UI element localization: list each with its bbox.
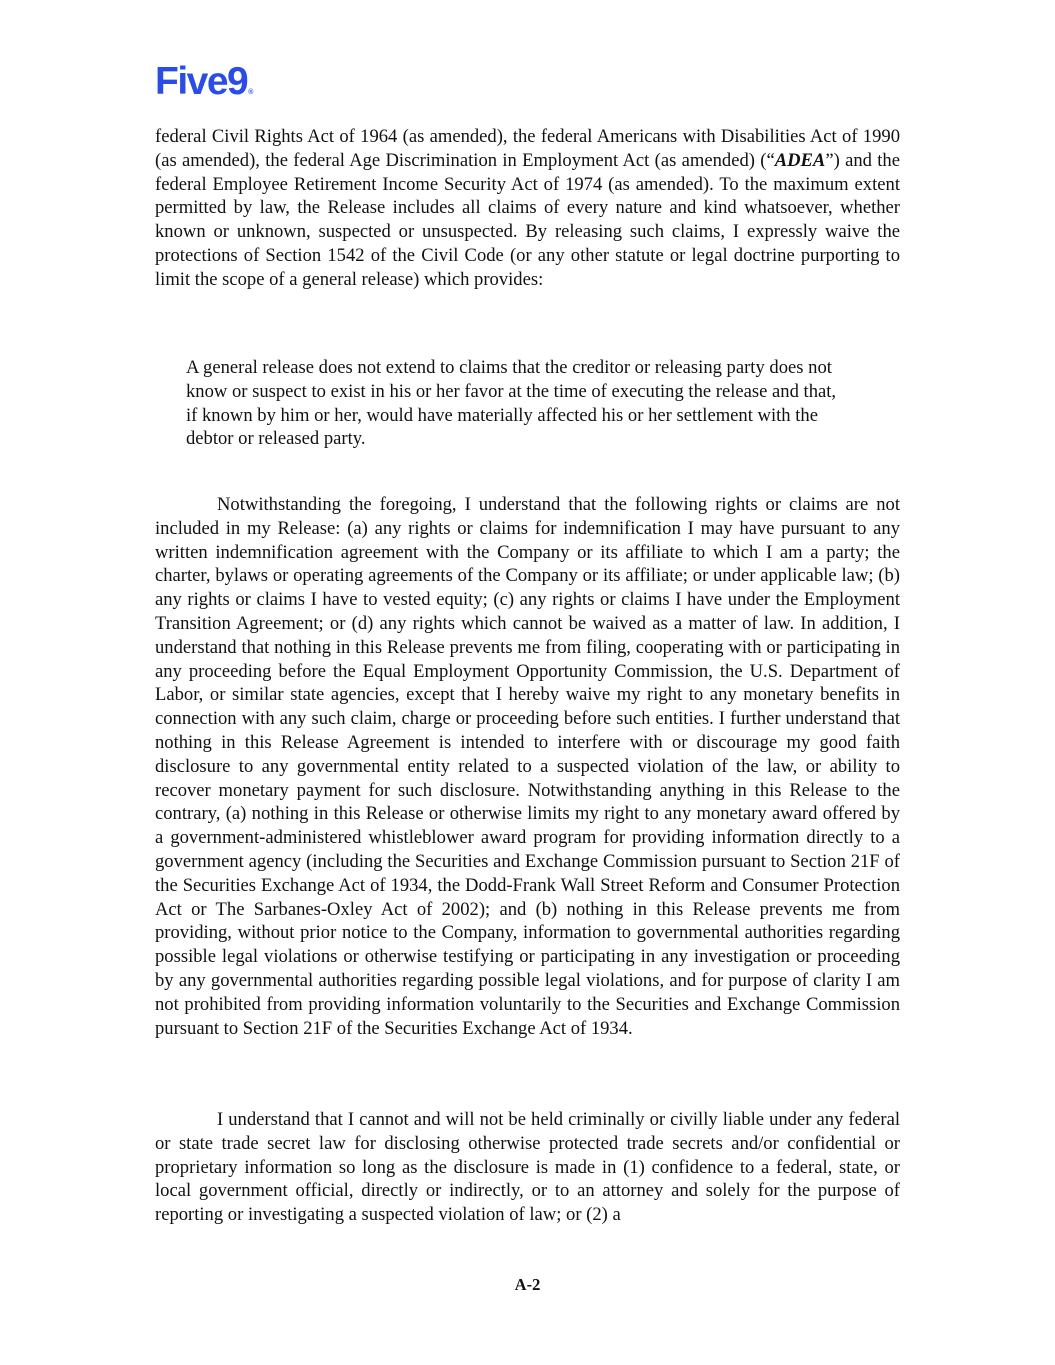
defined-term-adea: ADEA bbox=[774, 149, 826, 171]
logo-text: Five9 bbox=[155, 60, 248, 103]
five9-logo bbox=[155, 62, 253, 101]
quoted-civil-code-section: A general release does not extend to claims that the creditor or releasing party does not know or suspect to exist in his or her favor at the time of executing the release and that, if known by him or her, would have materially affected his or her settlement with the debtor or released party. bbox=[186, 357, 837, 450]
paragraph-excluded-rights: Notwithstanding the foregoing, I understand that the following rights or claims are not included in my Release: (a) any rights or claims for indemnification I may have pursuant to any written indemnification agreement with the Company or its affiliate to which I am a party; the charter, bylaws or operating agreements of the Company or its affiliate; or under applicable law; (b) any rights or claims I have to vested equity; (c) any rights or claims I have under the Employment Transition Agreement; or (d) any rights which cannot be waived as a matter of law. In addition, I understand that nothing in this Release prevents me from filing, cooperating with or participating in any proceeding before the Equal Employment Opportunity Commission, the U.S. Department of Labor, or similar state agencies, except that I hereby waive my right to any monetary benefits in connection with any such claim, charge or proceeding before such entities. I further understand that nothing in this Release Agreement is intended to interfere with or discourage my good faith disclosure to any governmental entity related to a suspected violation of the law, or ability to recover monetary payment for such disclosure. Notwithstanding anything in this Release to the contrary, (a) nothing in this Release or otherwise limits my right to any monetary award offered by a government-administered whistleblower award program for providing information directly to a government agency (including the Securities and Exchange Commission pursuant to Section 21F of the Securities Exchange Act of 1934, the Dodd-Frank Wall Street Reform and Consumer Protection Act or The Sarbanes-Oxley Act of 2002); and (b) nothing in this Release prevents me from providing, without prior notice to the Company, information to governmental authorities regarding possible legal violations or otherwise testifying or participating in any investigation or proceeding by any governmental authorities regarding possible legal violations, and for purpose of clarity I am not prohibited from providing information voluntarily to the Securities and Exchange Commission pursuant to Section 21F of the Securities Exchange Act of 1934. bbox=[155, 494, 900, 1039]
paragraph-trade-secret-immunity: I understand that I cannot and will not be held criminally or civilly liable under any federal or state trade secret law for disclosing otherwise protected trade secrets and/or confidential or proprietary information so long as the disclosure is made in (1) confidence to a federal, state, or local government official, directly or indirectly, or to an attorney and solely for the purpose of reporting or investigating a suspected violation of law; or (2) a bbox=[155, 1109, 900, 1226]
paragraph-text-after-term: ”) and the federal Employee Retirement Income Security Act of 1974 (as amended). To the maximum extent permitted by law, the Release includes all claims of every nature and kind whatsoever, whether known or unknown, suspected or unsuspected. By releasing such claims, I expressly waive the protections of Section 1542 of the Civil Code (or any other statute or legal doctrine purporting to limit the scope of a general release) which provides: bbox=[155, 149, 900, 290]
paragraph-release-claims bbox=[155, 125, 900, 292]
page-number: A-2 bbox=[514, 1275, 541, 1294]
paragraph-text-before-term: federal Civil Rights Act of 1964 (as amended), the federal Americans with Disabilities Act of 1990 (as amended), the federal Age Discrimination in Employment Act (as amended) (“ bbox=[155, 126, 900, 171]
logo-registered-mark: ® bbox=[248, 89, 254, 96]
